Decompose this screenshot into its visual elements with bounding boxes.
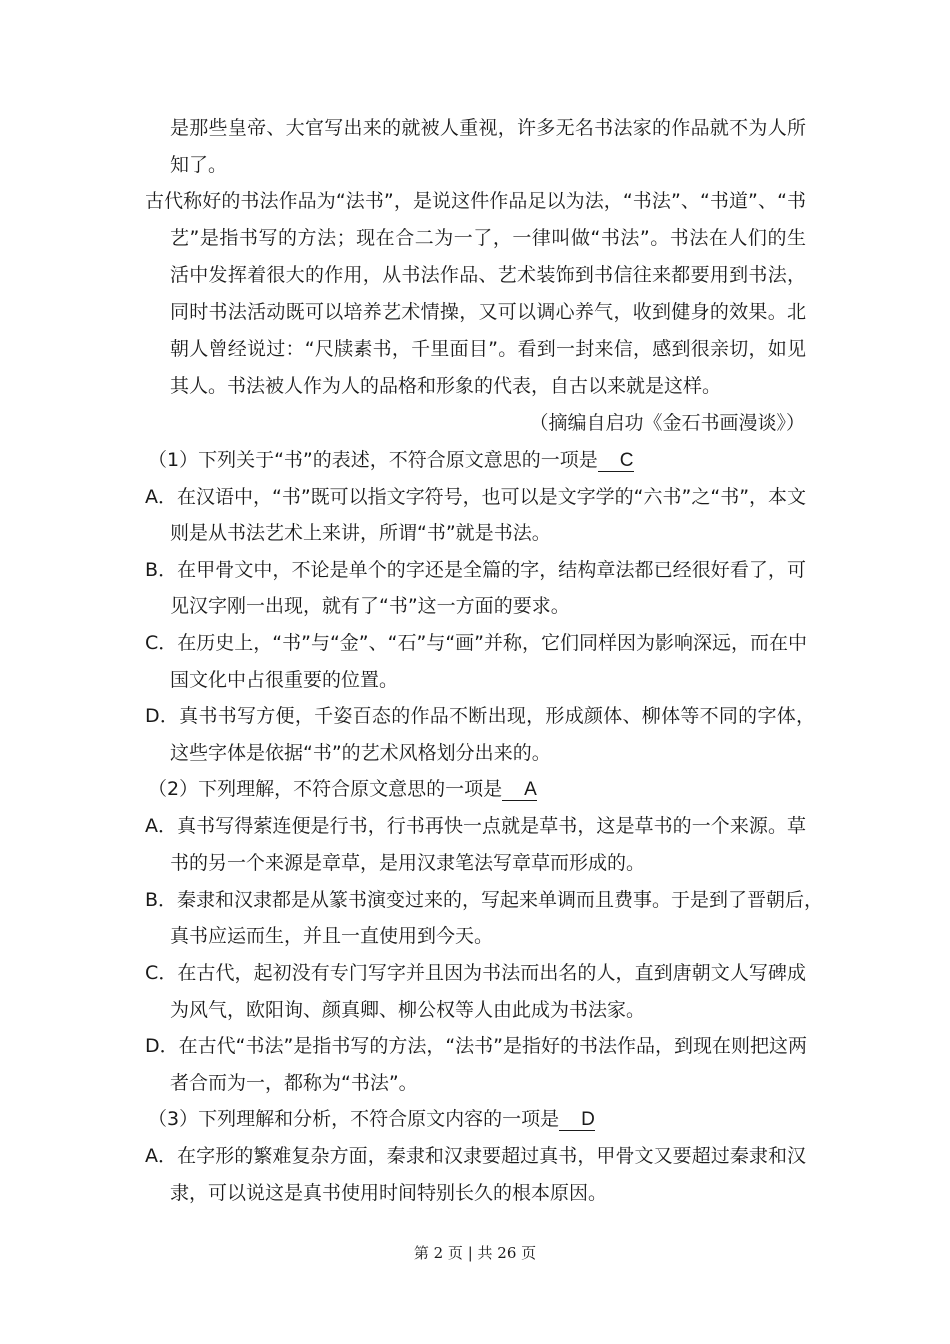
option-line: 国文化中占很重要的位置。	[170, 669, 399, 691]
option-line: 者合而为一，都称为“书法”。	[170, 1072, 418, 1094]
answer-blank: C	[598, 451, 634, 472]
answer-blank: A	[502, 780, 537, 801]
option-line: A．真书写得萦连便是行书，行书再快一点就是草书，这是草书的一个来源。草	[145, 815, 806, 837]
option-line: 书的另一个来源是章草，是用汉隶笔法写章草而形成的。	[170, 852, 646, 874]
passage-line: 是那些皇帝、大官写出来的就被人重视，许多无名书法家的作品就不为人所	[170, 117, 806, 139]
question-3-stem	[148, 1107, 595, 1131]
question-text: （1）下列关于“书”的表述，不符合原文意思的一项是	[148, 449, 598, 471]
passage-line: 古代称好的书法作品为“法书”，是说这件作品足以为法，“书法”、“书道”、“书	[145, 190, 806, 212]
option-line: B．在甲骨文中，不论是单个的字还是全篇的字，结构章法都已经很好看了，可	[145, 559, 806, 581]
passage-line: 朝人曾经说过：“尺牍素书，千里面目”。看到一封来信，感到很亲切，如见	[170, 338, 806, 360]
option-line: 真书应运而生，并且一直使用到今天。	[170, 925, 494, 947]
question-2-stem	[148, 777, 537, 801]
option-line: 为风气，欧阳询、颜真卿、柳公权等人由此成为书法家。	[170, 999, 646, 1021]
question-text: （3）下列理解和分析，不符合原文内容的一项是	[148, 1108, 560, 1130]
option-line: 隶，可以说这是真书使用时间特别长久的根本原因。	[170, 1182, 608, 1204]
question-text: （2）下列理解，不符合原文意思的一项是	[148, 778, 503, 800]
passage-line: 同时书法活动既可以培养艺术情操，又可以调心养气，收到健身的效果。北	[170, 301, 806, 323]
passage-line: 艺”是指书写的方法；现在合二为一了，一律叫做“书法”。书法在人们的生	[170, 227, 806, 249]
question-1-stem	[148, 448, 634, 472]
option-line: 这些字体是依据“书”的艺术风格划分出来的。	[170, 742, 551, 764]
option-line: A．在汉语中，“书”既可以指文字符号，也可以是文字学的“六书”之“书”，本文	[145, 486, 807, 508]
passage-line: 其人。书法被人作为人的品格和形象的代表，自古以来就是这样。	[170, 375, 722, 397]
source-citation: （摘编自启功《金石书画漫谈》）	[529, 412, 805, 434]
answer-blank: D	[559, 1110, 595, 1131]
passage-line: 知了。	[170, 154, 228, 176]
option-line: A．在字形的繁难复杂方面，秦隶和汉隶要超过真书，甲骨文又要超过秦隶和汉	[145, 1145, 806, 1167]
option-line: 则是从书法艺术上来讲，所谓“书”就是书法。	[170, 522, 551, 544]
page-footer: 第 2 页 | 共 26 页	[413, 1244, 537, 1262]
option-line: C．在古代，起初没有专门写字并且因为书法而出名的人，直到唐朝文人写碑成	[145, 962, 806, 984]
option-line: D．在古代“书法”是指书写的方法，“法书”是指好的书法作品，到现在则把这两	[145, 1035, 808, 1057]
option-line: D．真书书写方便，千姿百态的作品不断出现，形成颜体、柳体等不同的字体，	[145, 705, 815, 727]
passage-line: 活中发挥着很大的作用，从书法作品、艺术装饰到书信往来都要用到书法，	[170, 264, 806, 286]
option-line: 见汉字刚一出现，就有了“书”这一方面的要求。	[170, 595, 570, 617]
option-line: B．秦隶和汉隶都是从篆书演变过来的，写起来单调而且费事。于是到了晋朝后，	[145, 889, 824, 911]
option-line: C．在历史上，“书”与“金”、“石”与“画”并称，它们同样因为影响深远，而在中	[145, 632, 808, 654]
